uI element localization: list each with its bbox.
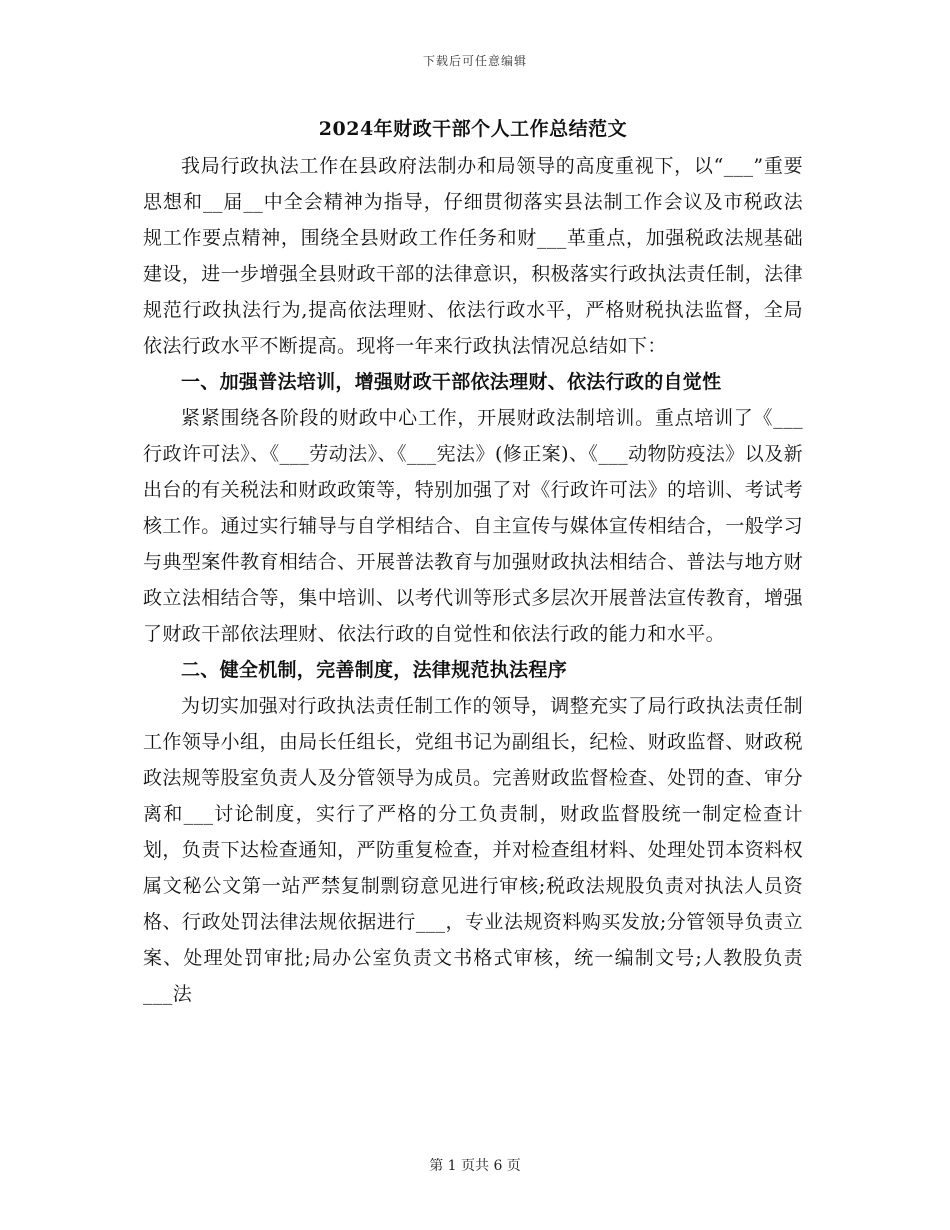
section-1-heading: 一、加强普法培训，增强财政干部依法理财、依法行政的自觉性 xyxy=(181,371,722,393)
document-content xyxy=(143,114,803,1012)
page-number-footer: 第 1 页共 6 页 xyxy=(429,1158,521,1174)
section-2-paragraph: 为切实加强对行政执法责任制工作的领导，调整充实了局行政执法责任制工作领导小组，由局长任组长，党组书记为副组长，纪检、财政监督、财政税政法规等股室负责人及分管领导为成员。完善财政监督检查、处罚的查、审分离和___讨论制度，实行了严格的分工负责制，财政监督股统一制定检查计划，负责下达检查通知，严防重复检查，并对检查组材料、处理处罚本资料权属文秘公文第一站严禁复制剽窃意见进行审核;税政法规股负责对执法人员资格、行政处罚法律法规依据进行___，专业法规资料购买发放;分管领导负责立案、处理处罚审批;局办公室负责文书格式审核，统一编制文号;人教股负责___法 xyxy=(143,695,803,1005)
section-2-heading: 二、健全机制，完善制度，法律规范执法程序 xyxy=(181,659,568,681)
header-note: 下载后可任意编辑 xyxy=(422,54,527,68)
section-1-paragraph: 紧紧围绕各阶段的财政中心工作，开展财政法制培训。重点培训了《___行政许可法》、《___劳动法》、《___宪法》(修正案)、《___动物防疫法》以及新出台的有关税法和财政政策等，特别加强了对《行政许可法》的培训、考试考核工作。通过实行辅导与自学相结合、自主宣传与媒体宣传相结合，一般学习与典型案件教育相结合、开展普法教育与加强财政执法相结合、普法与地方财政立法相结合等，集中培训、以考代训等形式多层次开展普法宣传教育，增强了财政干部依法理财、依法行政的自觉性和依法行政的能力和水平。 xyxy=(143,407,803,645)
intro-paragraph: 我局行政执法工作在县政府法制办和局领导的高度重视下，以“___”重要思想和__届__中全会精神为指导，仔细贯彻落实县法制工作会议及市税政法规工作要点精神，围绕全县财政工作任务和财___革重点，加强税政法规基础建设，进一步增强全县财政干部的法律意识，积极落实行政执法责任制，法律规范行政执法行为,提高依法理财、依法行政水平，严格财税执法监督，全局依法行政水平不断提高。现将一年来行政执法情况总结如下： xyxy=(143,155,803,357)
document-title: 2024年财政干部个人工作总结范文 xyxy=(318,118,628,140)
